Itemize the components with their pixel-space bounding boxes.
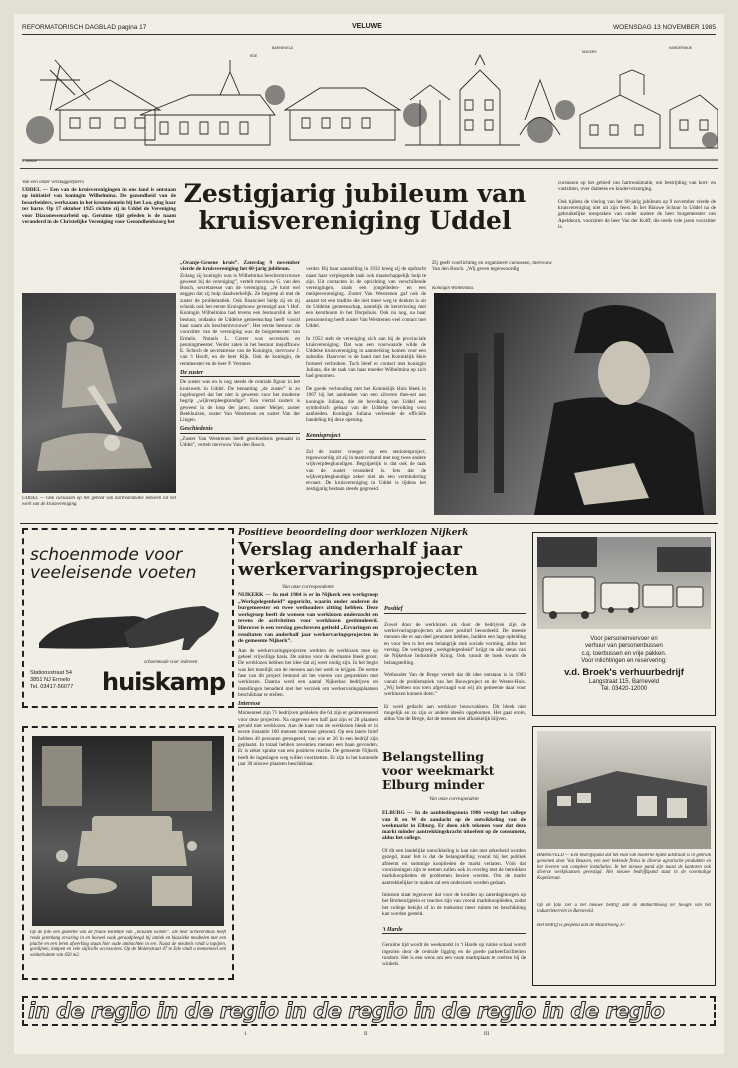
ad-huiskamp-slogan bbox=[30, 546, 196, 582]
section-divider bbox=[20, 523, 718, 524]
caption-furniture: Op de foto een gedeelte van de fraaie kollektie van „klassiek wonen”. De heer Schevershuis heeft reeds jarenlang ervaring in en hoewel vaak geraadpleegd bij antiek en klassieke meubelen met een pluche en een leren afwerking staan hier oude ambachten in ere. Naast de meubels vindt u tapijten, gordijnen, lampen en vele stijlvolle accessoires. Op de Molenstraat 47 te Ede vindt u momenteel een winkelruimte van 450 m2. bbox=[30, 930, 226, 959]
ad-broek-line3: c.q. toerbussen en vrije pakken. bbox=[581, 650, 667, 657]
footer-band bbox=[22, 996, 716, 1026]
photo-cpr-course bbox=[22, 293, 176, 493]
subhead-kennisproject: Kennisproject bbox=[306, 433, 426, 440]
caption-building: BARNEVELD — Een bedrijfspand dat het elan van moderne tijden uitstraalt is in gebruik genomen door Van Beuzem, een zeer bekende firma in diverse agrarische produkten en het leveren van complete installaties. In het nieuwe pand zijn naast de kantoren ook diverse werkplaatsen gevestigd. Het nieuwe bedrijfspand staat in de voormalige Kapelstraat. bbox=[537, 853, 711, 882]
photo-bedrijfspand bbox=[537, 731, 711, 849]
header-left: REFORMATORISCH DAGBLAD pagina 17 bbox=[22, 24, 147, 31]
article2-byline: Van onze correspondente bbox=[282, 584, 334, 590]
article3-body2: Geruime tijd wordt de weekmarkt in 't Harde op ruime schaal wordt ingezien door de centrale ligging en de goede parkeerfaciliteiten rondom. Het is een wens om een vaste marktplaats te creëren bij de winkels. bbox=[382, 942, 526, 968]
article3-headline-line2: voor weekmarkt bbox=[382, 763, 495, 778]
ad-vd-broek-text bbox=[533, 636, 715, 694]
article3-headline-line3: Elburg minder bbox=[382, 777, 485, 792]
footer-band-text: in de regio in de regio in de regio in de regio in de regio bbox=[28, 999, 665, 1023]
banner-mark: J. MISDE bbox=[22, 159, 37, 163]
article1-lead: „Oranje-Groene kruis”. Zaterdag 9 november vierde de kruisvereniging het 60-jarig jubileum. bbox=[180, 260, 300, 273]
article2-headline-line2: werkervaringsprojecten bbox=[238, 559, 478, 580]
ad-broek-name: v.d. Broek's verhuurbedrijf bbox=[564, 667, 684, 679]
ad-broek-tel: Tel. 03420-12000 bbox=[600, 686, 648, 693]
article1-intro: UDDEL — Een van de kruisverenigingen in ons land is ontstaan op initiatief van koningin Wilhelmina. De gezondheid van de bosarbeiders, werkzaam in het kroondomein bij het Loo, ging haar ter harte. Op 17 oktober 1925 richtte zij in Uddel de Vereniging voor Diaconessenarbeid op. Geruime tijd geleden is de naam veranderd in de Christelijke Vereniging voor Gezondheidszorg het bbox=[22, 187, 176, 226]
veluwe-illustration-banner bbox=[20, 40, 718, 169]
article3-byline: Van onze correspondent bbox=[429, 796, 479, 802]
ad-address-line3: Tel. 03417-56077 bbox=[30, 684, 74, 690]
article2-body1: Aan de werkervaringsprojecten werkten de werklozen mee op geheel vrijwillige basis. De animo voor de deelname bleek groot. De werklozen hebben het idee dat zij weer nodig zijn. In het begin was het moeilijk om de mensen aan het werk te krijgen. De eerste fase van dit project bestond uit het voeren van gesprekken met werklozen. Daarna werd een aantal Nijkerkse bedrijven en instellingen benaderd met het verzoek om werkervaringsplaatsen beschikbaar te stellen. bbox=[238, 647, 378, 698]
building-feature bbox=[532, 726, 716, 986]
caption-building-3: Het bedrijf is geopend aan de Mozartsweg 37. bbox=[537, 923, 626, 928]
article3-headline-line1: Belangstelling bbox=[382, 749, 485, 764]
furniture-feature bbox=[22, 726, 234, 980]
article2-kicker: Positieve beoordeling door werklozen Nijkerk bbox=[238, 528, 469, 538]
header-right: WOENSDAG 13 NOVEMBER 1985 bbox=[613, 24, 716, 31]
article2-headline bbox=[238, 540, 528, 580]
article3-intro: ELBURG — In de aanbiedingsnota 1986 vestigt het college van B en W de aandacht op de ontwikkeling van de weekmarkt in Elburg. Er doen zich tekenen voor dat deze markt minder aantrekkingskracht uitoefent op de consument, aldus het college. bbox=[382, 810, 526, 842]
article2-body3: Zowel door de werklozen als door de bedrijven zijn de werkervaringsprojecten als zeer positief beoordeeld. De meeste mensen die er aan deel genomen hebben, hadden een lage opleiding en voor hen is het een belangrijk stuk sociale vorming, aldus het verslag. De werkgroep „werkgelegenheid” krijgt nu alle steun van de Nijkerkse Industriële Kring. Ook vanuit de hoek kwam de belangstelling. Wethouder Van de Brege vertelt dat dit idee ontstaan is in 1983 vanuit de problematiek van het Bouwproject en de Wester-Huis. „Wij hebben ons toen afgevraagd wat wij als gemeente daar voor werklozen kunnen doen.” Er werd gedacht aan werkloze bouwvakkers. Dit bleek niet mogelijk en zo zijn er andere ideeën opgekomen. Het gaat erom, aldus Van de Brege, dat de mensen niet afhankelijk blijven. bbox=[384, 621, 526, 723]
article1-column3 bbox=[306, 260, 426, 499]
article1-headline bbox=[180, 180, 530, 234]
article1-col5: cursussen op het gebied van hartreanimatie, om bestrijding van kort- en vastzitten, over diabetes en kinderverzorging. Ook tijdens de viering van het 60-jarig jubileum op 9 november vierde de kruisvereniging niet uit zijn feest. In het Blauwe Schuur in Uddel na de gebruikelijke toespraken van onder andere de heer burgemeester van Apeldoorn, voorzitter de heer Van der Kolff, die reeds vele jaren voorzitter is. bbox=[558, 180, 716, 231]
ad-broek-address: Langstraat 115, Barneveld bbox=[589, 679, 659, 686]
subhead-geschiedenis: Geschiedenis bbox=[180, 426, 300, 433]
article2-column1 bbox=[238, 592, 378, 992]
header-center: VELUWE bbox=[352, 23, 382, 30]
article1-column2 bbox=[180, 260, 300, 448]
footer-mark-3: III bbox=[484, 1032, 489, 1037]
article1-headline-line2: kruisvereniging Uddel bbox=[198, 206, 512, 235]
article2-headline-line1: Verslag anderhalf jaar bbox=[238, 539, 462, 560]
page-header bbox=[22, 22, 716, 35]
ad-huiskamp-brand: huiskamp bbox=[102, 668, 226, 696]
article2-intro: NIJKERK — In mei 1984 is er in Nijkerk een werkgroep „Werkgelegenheid” opgericht, waarin onder anderen de burgemeester en twee wethouders zitting hebben. Deze werkgroep heeft de wensen van werklozen onderzocht en tevens de activiteiten voor werklozen gestimuleerd. Hierover is een verslag geschreven getiteld „Ervaringen en resultaten van anderhalf jaar werkervaringsprojecten in de gemeente Nijkerk”. bbox=[238, 592, 378, 645]
article1-headline-line1: Zestigjarig jubileum van bbox=[183, 179, 527, 208]
ad-broek-line4: Voor inlichtingen en reservering: bbox=[581, 657, 667, 664]
article1-byline: Van een onzer verslaggeefsters bbox=[22, 180, 84, 185]
photo-buses bbox=[537, 537, 711, 629]
article2-column2 bbox=[384, 597, 526, 742]
ad-address-line1: Stationsstraat 54 bbox=[30, 670, 72, 676]
ad-broek-line2: verhuur van personenbussen bbox=[585, 643, 663, 650]
photo-queen-wilhelmina bbox=[434, 293, 716, 515]
caption-cpr: UDDEL — Ook cursussen op het gebied van hartreanimatie behoren tot het werk van de kruisvereniging. bbox=[22, 496, 176, 507]
ad-huiskamp-address bbox=[30, 670, 73, 691]
subhead-interesse: Interesse bbox=[238, 701, 378, 708]
subhead-t-harde: 't Harde bbox=[382, 927, 526, 934]
banner-label-2: EDE bbox=[250, 54, 258, 58]
article1-col3b: Zal de zuster vroeger op een seniorenproject, tegenwoordig zit zij in teamverband met nog twee andere wijkverpleegkundigen. Begrijpelijk is dat ook de taak van de zuster veranderd is. Iets dat de wijkverpleegkundige zeker niet als een vermindering ervaart. De kruisvereniging in Uddel is tijdens het zestigjarig bestaan steeds gegroeid. bbox=[306, 448, 426, 493]
article2-body2: Momenteel zijn 71 bedrijven gebleken die 64 zijn er geïnteresseerd voor deze projecten. Na ongeveer een half jaar zijn er 28 plaatsen gevuld met werklozen. Aan de kant van de werklozen bleek er in eerste instantie 100 mensen interesse getoond. Op een latere brief hebben 46 personen gereageerd, van wie er 26 in een bedrijf zijn geplaatst. In totaal hebben zeventien mensen een baan gevonden. Er is zeker sprake van een positieve reactie. De gemeente Nijkerk heeft de ingeslagen weg willen voortzetten. Er zijn in het komende jaar 30 nieuwe plaatsen beschikbaar. bbox=[238, 710, 378, 767]
article1-col2b: De zuster was en is nog steeds de centrale figuur in het kruiswerk in Uddel. De benaming „de zuster” is zo ingeburgerd dat het niet is geweten voor het moderne begrip „wijkverpleegkundige”. Een viertal zusters is geweest in de loop der jaren; zuster Meijer, zuster Beekhuizen, zuster Van Westrenen en zuster Van der Lingen. bbox=[180, 379, 300, 424]
article1-col2a: Zolang zij koningin was is Wilhelmina beschermvrouwe geweest bij de vereniging”, vertelt mevrouw G. van den Bosch, secretaresse van de vereniging. „Je kunt wel zeggen dat zij hulp daadwerkelijk. Ze begreep al met de zuster de problematiek. Ook financieel hielp zij en zij schonk ook het eerste Kruisgebouw gevestigd aan 't Hof. Koningin Wilhelmina had tevens een bestuurslid in het bestuur, ondanks de Uddelse gemeenschap heeft vooral haar naam als beschermvrouwe”. Het eerste bestuur: de voorzitter van de vereniging was de burgemeester van Ermelo. Notaris L. Crerer was secretaris en penningmeester. Verder zaten in het bestuur mejuffrouw E. Schoch de secretaresse van de Koningin, mevrouw J. van 't Hooft, en de heer Rijk. Ook de koningin, de rentmeester en de heer P. Vermeer. bbox=[180, 272, 300, 367]
shoes-illustration bbox=[34, 588, 224, 658]
banner-label-4: NIJKERK bbox=[582, 50, 597, 54]
article1-col4: Zij geeft voorlichting en organiseert cursussen, mevrouw Van den Bosch. „Wij geven tegenwoordig bbox=[432, 260, 552, 273]
banner-label-1: BARNEVELD bbox=[272, 46, 294, 50]
subhead-de-zuster: De zuster bbox=[180, 370, 300, 377]
caption-queen: Koningin Wilhelmina. bbox=[432, 286, 475, 291]
ad-huiskamp-line2: veeleisende voeten bbox=[30, 563, 197, 583]
caption-building-2: Op de foto ziet u het nieuwe bedrijf aan de Ambachtsweg ter hoogte van het industrieterrein in Barneveld. bbox=[537, 903, 711, 914]
article3-body: Of dit een landelijke ontwikkeling is kan niet met zekerheid worden gezegd, maar feit is dat de belangstelling vooral bij het publiek afneemt en sommige kooplieden de markt verlaten. Vóór dat voorzieningen zijn te nemen zullen ook in overleg met de betrokken marktkooplieden de problemen bezien worden. Om de markt aantrekkelijker te maken zal een onderzoek worden gedaan. Intussen staat tegenover dat voor de kruiden op zaterdagmorgen op het Breitenrijplein er reacties zijn van vooral marktkooplieden, zodat het college bekijkt of in de toekomst meer ruimte ter beschikking kan worden gesteld. bbox=[382, 848, 526, 918]
ad-broek-line1: Voor personenvervoer en bbox=[590, 636, 658, 642]
footer-mark-1: 1 bbox=[244, 1032, 247, 1037]
ad-huiskamp-line1: schoenmode voor bbox=[30, 545, 183, 565]
ad-address-line2: 3851 NJ Ermelo bbox=[30, 677, 71, 683]
banner-label-3: HARDERWIJK bbox=[669, 46, 693, 50]
article3-column bbox=[382, 804, 526, 990]
footer-mark-2: II bbox=[364, 1032, 368, 1037]
ad-huiskamp bbox=[22, 528, 234, 708]
photo-klassiek-wonen bbox=[32, 736, 224, 926]
ad-huiskamp-small: schoenmode voor iedereen bbox=[144, 660, 198, 665]
subhead-positief: Positief bbox=[384, 606, 526, 613]
article3-headline bbox=[382, 750, 532, 792]
newspaper-page bbox=[14, 14, 724, 1054]
ad-vd-broek bbox=[532, 532, 716, 716]
article1-col3: verder. Bij haar aanstelling in 1932 kreeg zij de opdracht naast haar verplegende taak ook maatschappelijk hulp te zijn. Uit contacten in de oprichting van verschillende verenigingen, zoals een jongelieden- en een meisjesvereniging. Zuster Van Westrenen gaf ook de aanzet tot een traditie die niet meer weg te denken is uit de Uddelse gemeenschap, namelijk de kerstviering met een kerstboom in het Dorpshuis. Ook nu nog, na haar pensionering heeft zuster Van Westrenen veel contact met Uddel. In 1952 stelt de vereniging zich aan bij de provinciale kruisvereniging. Dat was een voorwaarde wilde de Uddelse kruisvereniging in aanmerking komen voor een subsidie. Daarvoor is de band met het Koninklijk Huis formeel verbroken. Toch bleef er contact met koningin Juliana, die de taak van haar moeder Wilhelmina op zich had genomen. De goede verhouding met het Koninklijk Huis bleek in 1967 bij het aanbieden van een zilveren thee-set aan koningin Juliana, die de bevolking van Uddel een symbolisch gebaar van de Uddelse bevolking wou aanbieden. Koningin Juliana verleende de officiële handeling bij deze opening. bbox=[306, 266, 426, 424]
article1-col2c: „Zuster Van Westrenen heeft geschiedenis gemaakt in Uddel”, vertelt mevrouw Van den Bosch. bbox=[180, 435, 300, 449]
